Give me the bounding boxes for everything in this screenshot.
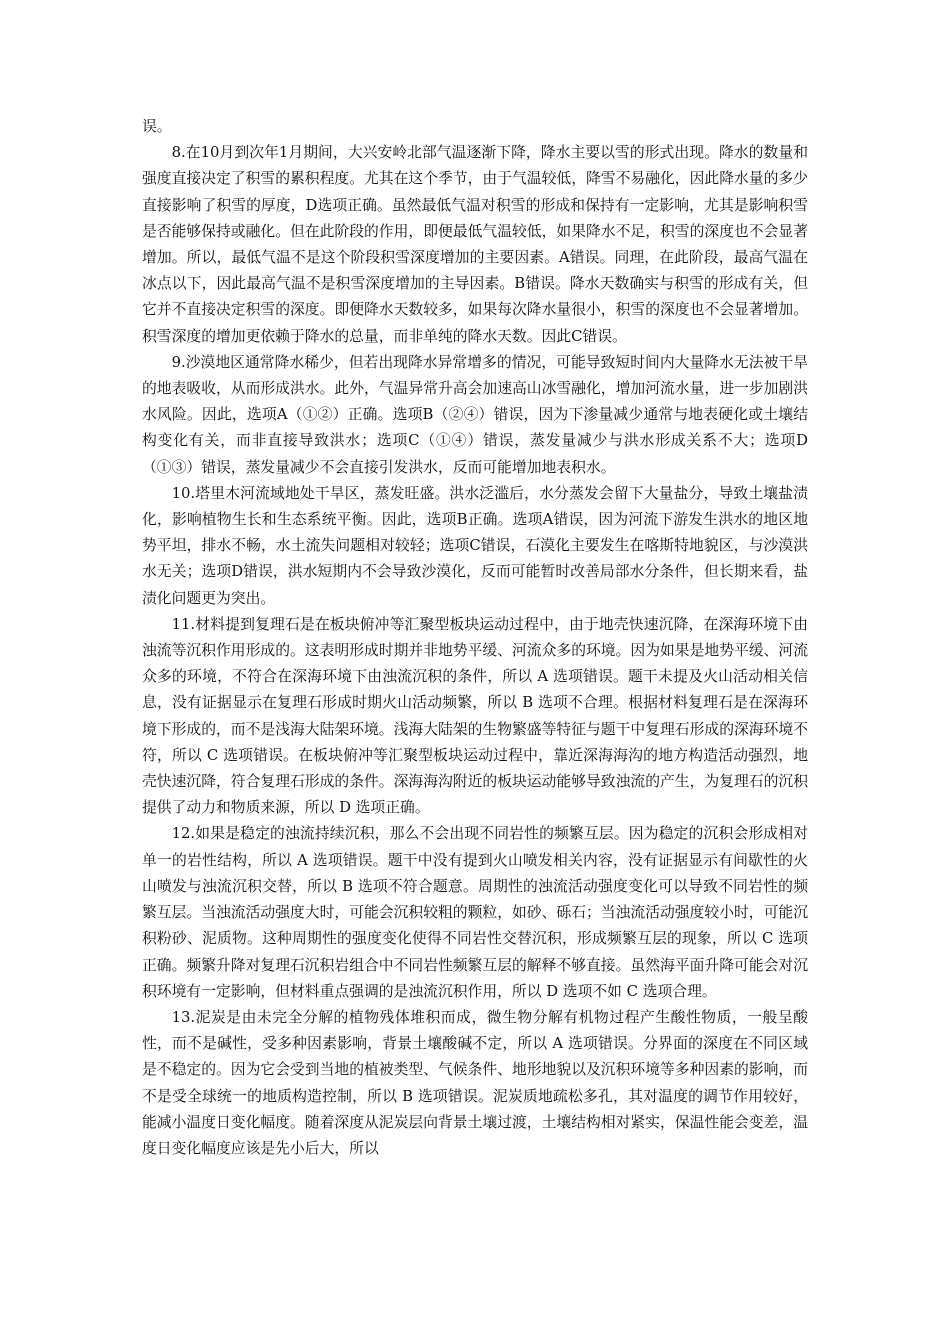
answer-explanation-text bbox=[142, 114, 808, 1162]
continued-paragraph: 误。 bbox=[142, 118, 172, 135]
explanation-paragraph-10: 10.塔里木河流域地处干旱区，蒸发旺盛。洪水泛滥后，水分蒸发会留下大量盐分，导致土壤盐渍化，影响植物生长和生态系统平衡。因此，选项B正确。选项A错误，因为河流下游发生洪水的地区地势平坦，排水不畅，水土流失问题相对较轻；选项C错误，石漠化主要发生在喀斯特地貌区，与沙漠洪水无关；选项D错误，洪水短期内不会导致沙漠化，反而可能暂时改善局部水分条件，但长期来看，盐渍化问题更为突出。 bbox=[142, 484, 808, 607]
explanation-paragraph-13: 13.泥炭是由未完全分解的植物残体堆积而成，微生物分解有机物过程产生酸性物质，一般呈酸性，而不是碱性，受多种因素影响，背景土壤酸碱不定，所以 A 选项错误。分界面的深度在不同区域是不稳定的。因为它会受到当地的植被类型、气候条件、地形地貌以及沉积环境等多种因素的影响，而不是受全球统一的地质构造控制，所以 B 选项错误。泥炭质地疏松多孔，其对温度的调节作用较好，能减小温度日变化幅度。随着深度从泥炭层向背景土壤过渡，土壤结构相对紧实，保温性能会变差，温度日变化幅度应该是先小后大，所以 bbox=[142, 1008, 808, 1157]
explanation-paragraph-12: 12.如果是稳定的浊流持续沉积，那么不会出现不同岩性的频繁互层。因为稳定的沉积会形成相对单一的岩性结构，所以 A 选项错误。题干中没有提到火山喷发相关内容，没有证据显示有间歇性的火山喷发与浊流沉积交替，所以 B 选项不符合题意。周期性的浊流活动强度变化可以导致不同岩性的频繁互层。当浊流活动强度大时，可能会沉积较粗的颗粒，如砂、砾石；当浊流活动强度较小时，可能沉积粉砂、泥质物。这种周期性的强度变化使得不同岩性交替沉积，形成频繁互层的现象，所以 C 选项正确。频繁升降对复理石沉积岩组合中不同岩性频繁互层的解释不够直接。虽然海平面升降可能会对沉积环境有一定影响，但材料重点强调的是浊流沉积作用，所以 D 选项不如 C 选项合理。 bbox=[142, 825, 808, 1000]
explanation-paragraph-8: 8.在10月到次年1月期间，大兴安岭北部气温逐渐下降，降水主要以雪的形式出现。降水的数量和强度直接决定了积雪的累积程度。尤其在这个季节，由于气温较低，降雪不易融化，因此降水量的多少直接影响了积雪的厚度，D选项正确。虽然最低气温对积雪的形成和保持有一定影响，尤其是影响积雪是否能够保持或融化。但在此阶段的作用，即便最低气温较低，如果降水不足，积雪的深度也不会显著增加。所以，最低气温不是这个阶段积雪深度增加的主要因素。A错误。同理，在此阶段，最高气温在冰点以下，因此最高气温不是积雪深度增加的主导因素。B错误。降水天数确实与积雪的形成有关，但它并不直接决定积雪的深度。即便降水天数较多，如果每次降水量很小，积雪的深度也不会显著增加。积雪深度的增加更依赖于降水的总量，而非单纯的降水天数。因此C错误。 bbox=[142, 144, 808, 345]
explanation-paragraph-9: 9.沙漠地区通常降水稀少，但若出现降水异常增多的情况，可能导致短时间内大量降水无法被干旱的地表吸收，从而形成洪水。此外，气温异常升高会加速高山冰雪融化，增加河流水量，进一步加剧洪水风险。因此，选项A（①②）正确。选项B（②④）错误，因为下渗量减少通常与地表硬化或土壤结构变化有关，而非直接导致洪水；选项C（①④）错误，蒸发量减少与洪水形成关系不大；选项D（①③）错误，蒸发量减少不会直接引发洪水，反而可能增加地表积水。 bbox=[142, 353, 808, 476]
explanation-paragraph-11: 11.材料提到复理石是在板块俯冲等汇聚型板块运动过程中，由于地壳快速沉降，在深海环境下由浊流等沉积作用形成的。这表明形成时期并非地势平缓、河流众多的环境。因为如果是地势平缓、河流众多的环境，不符合在深海环境下由浊流沉积的条件，所以 A 选项错误。题干未提及火山活动相关信息，没有证据显示在复理石形成时期火山活动频繁，所以 B 选项不合理。根据材料复理石是在深海环境下形成的，而不是浅海大陆架环境。浅海大陆架的生物繁盛等特征与题干中复理石形成的深海环境不符，所以 C 选项错误。在板块俯冲等汇聚型板块运动过程中，靠近深海海沟的地方构造活动强烈，地壳快速沉降，符合复理石形成的条件。深海海沟附近的板块运动能够导致浊流的产生，为复理石的沉积提供了动力和物质来源，所以 D 选项正确。 bbox=[142, 615, 808, 817]
